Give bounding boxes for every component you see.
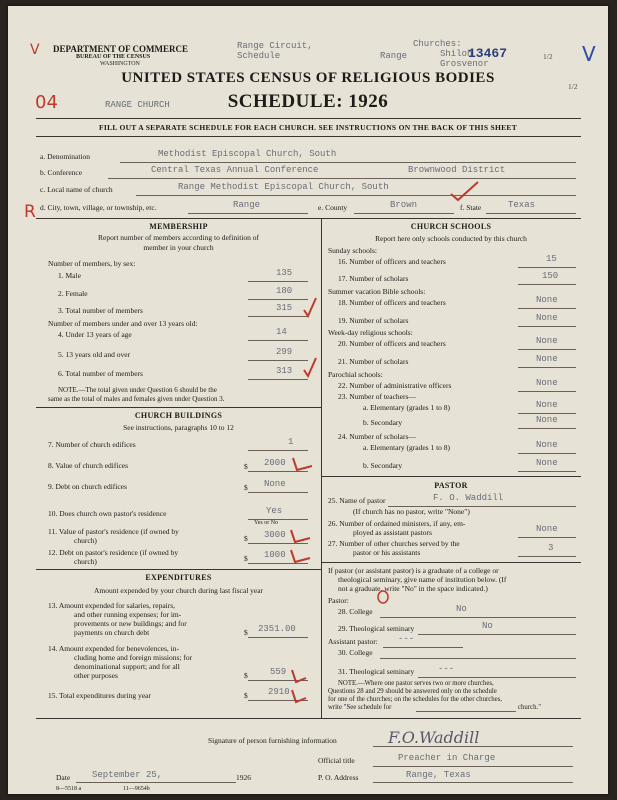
- q17-label: 17. Number of scholars: [338, 274, 409, 283]
- check-mark-icon: [290, 454, 316, 474]
- stamp-mark: V: [30, 42, 40, 58]
- graduate-para-2: theological seminary, give name of institution below. (If: [338, 575, 507, 584]
- q30-label: 30. College: [338, 648, 373, 657]
- red-code-04: 04: [35, 92, 58, 113]
- weekday-schools-label: Week-day religious schools:: [328, 328, 413, 337]
- signature-value: F.O.Waddill: [388, 728, 480, 747]
- q18-label: 18. Number of officers and teachers: [338, 298, 446, 307]
- denomination-label: a. Denomination: [40, 152, 90, 161]
- corner-note: 1/2: [543, 52, 553, 61]
- q28-value: No: [456, 604, 467, 614]
- po-address-label: P. O. Address: [318, 773, 359, 782]
- q25-label: 25. Name of pastor: [328, 496, 386, 505]
- print-code-1: 8—5518 a: [56, 786, 82, 792]
- city-label: d. City, town, village, or township, etc.: [40, 203, 157, 212]
- buildings-heading: CHURCH BUILDINGS: [134, 411, 223, 420]
- members-by-sex: Number of members, by sex:: [48, 259, 136, 268]
- print-code-2: 11—9654b: [123, 786, 150, 792]
- pastor-heading: PASTOR: [434, 481, 468, 490]
- q7-value: 1: [288, 437, 294, 447]
- pastor-sub-label: Pastor:: [328, 596, 349, 605]
- q23b-value: None: [536, 415, 558, 425]
- q23a-value: None: [536, 400, 558, 410]
- q28-label: 28. College: [338, 607, 373, 616]
- assistant-pastor-label: Assistant pastor:: [328, 637, 378, 646]
- dollar-sign: $: [244, 483, 248, 492]
- q14-line-2: cluding home and foreign missions; for: [74, 653, 193, 662]
- membership-intro-2: member in your church: [143, 243, 214, 252]
- q5-label: 5. 13 years old and over: [58, 350, 131, 359]
- q29-value: No: [482, 621, 493, 631]
- denomination-value: Methodist Episcopal Church, South: [158, 149, 337, 159]
- graduate-para-1: If pastor (or assistant pastor) is a graduate of a college or: [328, 566, 499, 575]
- q12-label-1: 12. Debt on pastor's residence (if owned by: [48, 548, 179, 557]
- check-mark-corner: V: [582, 42, 596, 66]
- q14-line-3: denominational support; and for all: [74, 662, 180, 671]
- q6-value: 313: [276, 366, 293, 376]
- q16-value: 15: [546, 254, 557, 264]
- q7-label: 7. Number of church edifices: [48, 440, 136, 449]
- q31-value: ---: [438, 664, 455, 674]
- pastor-note-3: for one of the churches; on the schedules for the other churches,: [328, 696, 503, 703]
- census-title: UNITED STATES CENSUS OF RELIGIOUS BODIES: [121, 70, 495, 86]
- membership-heading: MEMBERSHIP: [149, 222, 208, 231]
- q14-line-4: other purposes: [74, 671, 118, 680]
- po-address-value: Range, Texas: [406, 770, 471, 780]
- q24b-value: None: [536, 458, 558, 468]
- city-value: Range: [233, 200, 261, 210]
- q24a-value: None: [536, 440, 558, 450]
- census-schedule-sheet: [8, 6, 608, 794]
- dollar-sign: $: [244, 534, 248, 543]
- bureau-city: WASHINGTON: [100, 61, 140, 67]
- q25-note: (If church has no pastor, write "None"): [353, 507, 470, 516]
- q21-value: None: [536, 354, 558, 364]
- q15-value: 2910: [268, 687, 290, 697]
- q27-line-1: 27. Number of other churches served by the: [328, 539, 460, 548]
- check-mark-icon: [448, 180, 482, 202]
- q6-label: 6. Total number of members: [58, 369, 143, 378]
- membership-note-1: NOTE.—The total given under Question 6 should be the: [58, 386, 217, 394]
- q10-value: Yes: [266, 506, 283, 516]
- schedule-number: 13467: [468, 46, 508, 61]
- q11-label-2: church): [74, 536, 97, 545]
- circle-mark-icon: [376, 590, 390, 604]
- q3-value: 315: [276, 303, 293, 313]
- q13-value: 2351.00: [258, 624, 296, 634]
- check-mark-icon: [288, 546, 314, 566]
- q23a-label: a. Elementary (grades 1 to 8): [363, 403, 451, 412]
- expenditures-heading: EXPENDITURES: [145, 573, 212, 582]
- pastor-note-4: write "See schedule for: [328, 704, 392, 711]
- schools-heading: CHURCH SCHOOLS: [410, 222, 492, 231]
- buildings-sub: See instructions, paragraphs 10 to 12: [123, 423, 234, 432]
- q4-value: 14: [276, 327, 287, 337]
- sunday-schools-label: Sunday schools:: [328, 246, 377, 255]
- q13-line-4: payments on church debt: [74, 628, 150, 637]
- bureau-name: BUREAU OF THE CENSUS: [76, 54, 151, 60]
- date-label: Date: [56, 773, 71, 782]
- q20-value: None: [536, 336, 558, 346]
- membership-note-2: same as the total of males and females given under Question 3.: [48, 395, 225, 403]
- q11-value: 3000: [264, 530, 286, 540]
- q3-label: 3. Total number of members: [58, 306, 143, 315]
- signature-label: Signature of person furnishing information: [208, 736, 337, 745]
- expenditures-sub: Amount expended by your church during last fiscal year: [93, 586, 264, 595]
- q12-label-2: church): [74, 557, 97, 566]
- membership-intro-1: Report number of members according to definition of: [98, 233, 259, 242]
- q27-line-2: pastor or his assistants: [353, 548, 421, 557]
- dollar-sign: $: [244, 671, 248, 680]
- schedule-title: SCHEDULE: 1926: [227, 91, 389, 112]
- q1-value: 135: [276, 268, 293, 278]
- district-value: Brownwood District: [408, 165, 506, 175]
- typed-circuit: Range Circuit,: [237, 41, 313, 51]
- q4-label: 4. Under 13 years of age: [58, 330, 132, 339]
- q16-label: 16. Number of officers and teachers: [338, 257, 446, 266]
- state-label: f. State: [460, 203, 482, 212]
- q23b-label: b. Secondary: [363, 418, 403, 427]
- q18-value: None: [536, 295, 558, 305]
- q8-label: 8. Value of church edifices: [48, 461, 129, 470]
- q26-line-1: 26. Number of ordained ministers, if any, em-: [328, 519, 466, 528]
- summer-schools-label: Summer vacation Bible schools:: [328, 287, 426, 296]
- q17-value: 150: [542, 271, 559, 281]
- graduate-para-3: not a graduate, write "No" in the space indicated.): [338, 584, 488, 593]
- q13-line-2: and other running expenses; for im-: [74, 610, 182, 619]
- q23-label: 23. Number of teachers—: [338, 392, 416, 401]
- q11-label-1: 11. Value of pastor's residence (if owned by: [48, 527, 179, 536]
- q2-value: 180: [276, 286, 293, 296]
- q26-line-2: ployed as assistant pastors: [353, 528, 432, 537]
- q9-value: None: [264, 479, 286, 489]
- q29-label: 29. Theological seminary: [338, 624, 415, 633]
- q25-value: F. O. Waddill: [433, 493, 504, 503]
- yes-no-note: Yes or No: [254, 520, 279, 526]
- pastor-note-1: NOTE.—Where one pastor serves two or more churches,: [338, 680, 494, 687]
- official-title-label: Official title: [318, 756, 355, 765]
- pastor-note-2: Questions 28 and 29 should be answered only on the schedule: [328, 688, 497, 695]
- q19-label: 19. Number of scholars: [338, 316, 409, 325]
- red-mark-r: R: [24, 202, 36, 222]
- q8-value: 2000: [264, 458, 286, 468]
- state-value: Texas: [508, 200, 536, 210]
- department-name: DEPARTMENT OF COMMERCE: [53, 44, 189, 54]
- dollar-sign: $: [244, 691, 248, 700]
- date-year: 1926: [236, 773, 251, 782]
- q9-label: 9. Debt on church edifices: [48, 482, 127, 491]
- dollar-sign: $: [244, 554, 248, 563]
- check-mark-icon: [288, 526, 314, 546]
- q2-label: 2. Female: [58, 289, 88, 298]
- typed-grosvenor: Grosvenor: [440, 59, 489, 69]
- conference-label: b. Conference: [40, 168, 83, 177]
- conference-value: Central Texas Annual Conference: [151, 165, 319, 175]
- schools-sub: Report here only schools conducted by this church: [375, 234, 527, 243]
- q22-value: None: [536, 378, 558, 388]
- typed-churches: Churches:: [413, 39, 462, 49]
- q13-line-1: 13. Amount expended for salaries, repairs,: [48, 601, 176, 610]
- dollar-sign: $: [244, 462, 248, 471]
- church-name-value: Range Methodist Episcopal Church, South: [178, 182, 389, 192]
- q24b-label: b. Secondary: [363, 461, 403, 470]
- q24-label: 24. Number of scholars—: [338, 432, 416, 441]
- q5-value: 299: [276, 347, 293, 357]
- q19-value: None: [536, 313, 558, 323]
- typed-schedule: Schedule: [237, 51, 281, 61]
- q27-value: 3: [548, 543, 554, 553]
- check-mark-icon: [302, 356, 318, 378]
- instructions-banner: FILL OUT A SEPARATE SCHEDULE FOR EACH CHURCH. SEE INSTRUCTIONS ON THE BACK OF THIS SHEET: [98, 123, 518, 132]
- check-mark-icon: [302, 296, 318, 318]
- q20-label: 20. Number of officers and teachers: [338, 339, 446, 348]
- q31-label: 31. Theological seminary: [338, 667, 415, 676]
- typed-range-church: RANGE CHURCH: [105, 100, 170, 110]
- dollar-sign: $: [244, 628, 248, 637]
- q12-value: 1000: [264, 550, 286, 560]
- pastor-note-5: church.": [518, 704, 541, 711]
- q15-label: 15. Total expenditures during year: [48, 691, 151, 700]
- county-value: Brown: [390, 200, 418, 210]
- church-name-label: c. Local name of church: [40, 185, 113, 194]
- q13-line-3: provements or new buildings; and for: [74, 619, 187, 628]
- parochial-schools-label: Parochial schools:: [328, 370, 383, 379]
- typed-shiloh: Shiloh: [440, 49, 473, 59]
- q14-value: 559: [270, 667, 287, 677]
- official-title-value: Preacher in Charge: [398, 753, 496, 763]
- q1-label: 1. Male: [58, 271, 81, 280]
- county-label: e. County: [318, 203, 348, 212]
- assistant-pastor-value: ---: [398, 634, 415, 644]
- q22-label: 22. Number of administrative officers: [338, 381, 452, 390]
- q26-value: None: [536, 524, 558, 534]
- q10-label: 10. Does church own pastor's residence: [48, 509, 167, 518]
- age-groups-label: Number of members under and over 13 years old:: [48, 319, 198, 328]
- q24a-label: a. Elementary (grades 1 to 8): [363, 443, 451, 452]
- q21-label: 21. Number of scholars: [338, 357, 409, 366]
- check-mark-icon: [288, 664, 310, 706]
- date-value: September 25,: [92, 770, 163, 780]
- typed-range: Range: [380, 51, 408, 61]
- q14-line-1: 14. Amount expended for benevolences, in-: [48, 644, 180, 653]
- side-note: 1/2: [568, 82, 578, 91]
